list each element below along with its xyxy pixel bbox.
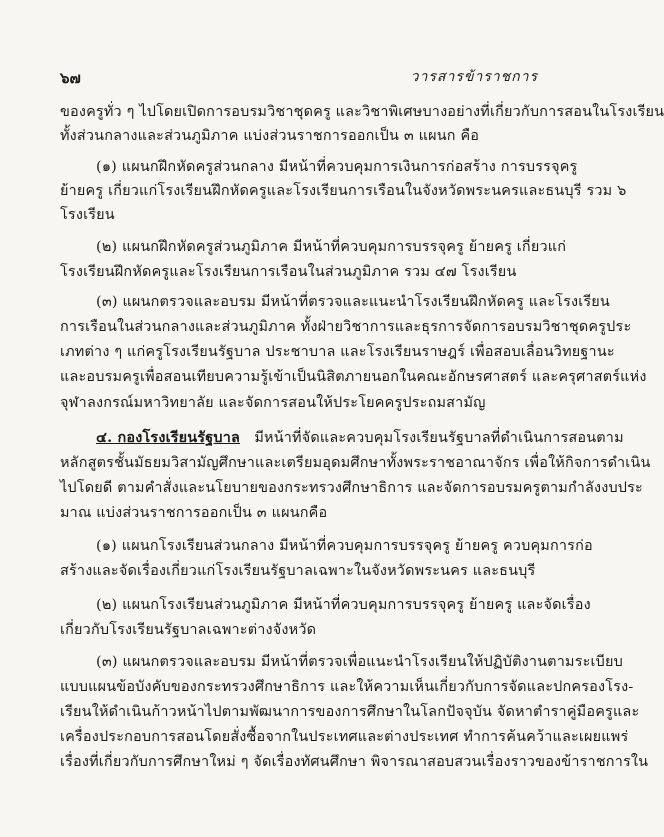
section-line <box>96 428 624 448</box>
body-text: มีหน้าที่จัดและควบคุมโรงเรียนรัฐบาลที่ดำเนินการสอนตาม <box>254 430 624 446</box>
body-line: (๓) แผนกตรวจและอบรม มีหน้าที่ตรวจเพื่อแนะนำโรงเรียนให้ปฏิบัติงานตามระเบียบ <box>96 654 623 670</box>
body-line: (๑) แผนกโรงเรียนส่วนกลาง มีหน้าที่ควบคุมการบรรจุครู ย้ายครู ควบคุมการก่อ <box>96 538 593 554</box>
body-line: สร้างและจัดเรื่องเกี่ยวแก่โรงเรียนรัฐบาลเฉพาะในจังหวัดพระนคร และธนบุรี <box>60 563 536 579</box>
body-line: หลักสูตรชั้นมัธยมวิสามัญศึกษาและเตรียมอุดมศึกษาทั้งพระราชอาณาจักร เพื่อให้กิจการดำเนิน <box>60 455 651 471</box>
body-line: เภทต่าง ๆ แก่ครูโรงเรียนรัฐบาล ประชาบาล และโรงเรียนราษฎร์ เพื่อสอบเลื่อนวิทยฐานะ <box>60 344 615 360</box>
body-line: (๑) แผนกฝึกหัดครูส่วนกลาง มีหน้าที่ควบคุมการเงินการก่อสร้าง การบรรจุครู <box>96 159 578 175</box>
body-line: (๒) แผนกฝึกหัดครูส่วนภูมิภาค มีหน้าที่ควบคุมการบรรจุครู ย้ายครู เกี่ยวแก่ <box>96 239 567 255</box>
body-line: ไปโดยดี ตามคำสั่งและนโยบายของกระทรวงศึกษาธิการ และจัดการอบรมครูตามกำลังงบประ <box>60 480 643 496</box>
body-line: มาณ แบ่งส่วนราชการออกเป็น ๓ แผนกคือ <box>60 505 328 521</box>
page-number: ๖๗ <box>60 69 81 87</box>
body-line: การเรือนในส่วนกลางและส่วนภูมิภาค ทั้งฝ่ายวิชาการและธุรการจัดการอบรมวิชาชุดครูประ <box>60 319 632 335</box>
body-line: เกี่ยวกับโรงเรียนรัฐบาลเฉพาะต่างจังหวัด <box>60 622 317 638</box>
body-line: เรื่องที่เกี่ยวกับการศึกษาใหม่ ๆ จัดเรื่องทัศนศึกษา พิจารณาสอบสวนเรื่องราวของข้าราชการใน <box>60 754 649 770</box>
body-line: เครื่องประกอบการสอนโดยสั่งซื้อจากในประเทศและต่างประเทศ ทำการค้นคว้าและเผยแพร่ <box>60 729 629 745</box>
section-heading: ๔. กองโรงเรียนรัฐบาล <box>96 429 240 446</box>
body-line: ของครูทั่ว ๆ ไปโดยเปิดการอบรมวิชาชุดครู และวิชาพิเศษบางอย่างที่เกี่ยวกับการสอนในโรงเรียน <box>60 104 664 120</box>
running-title: วารสารข้าราชการ <box>410 69 538 85</box>
body-line: โรงเรียนฝึกหัดครูและโรงเรียนการเรือนในส่วนภูมิภาค รวม ๔๗ โรงเรียน <box>60 264 517 280</box>
body-line: และอบรมครูเพื่อสอนเทียบความรู้เข้าเป็นนิสิตภายนอกในคณะอักษรศาสตร์ และครุศาสตร์แห่ง <box>60 369 647 385</box>
body-line: โรงเรียน <box>60 207 115 223</box>
body-line: แบบแผนข้อบังคับของกระทรวงศึกษาธิการ และให้ความเห็นเกี่ยวกับการจัดและปกครองโรง- <box>60 679 634 695</box>
body-line: เรียนให้ดำเนินก้าวหน้าไปตามพัฒนาการของการศึกษาในโลกปัจจุบัน จัดหาตำราคู่มือครูและ <box>60 704 640 720</box>
body-line: (๒) แผนกโรงเรียนส่วนภูมิภาค มีหน้าที่ควบคุมการบรรจุครู ย้ายครู และจัดเรื่อง <box>96 597 591 613</box>
body-line: ทั้งส่วนกลางและส่วนภูมิภาค แบ่งส่วนราชการออกเป็น ๓ แผนก คือ <box>60 128 480 144</box>
body-line: ย้ายครู เกี่ยวแก่โรงเรียนฝึกหัดครูและโรงเรียนการเรือนในจังหวัดพระนครและธนบุรี รวม ๖ <box>60 183 627 199</box>
body-line: (๓) แผนกตรวจและอบรม มีหน้าที่ตรวจและแนะนำโรงเรียนฝึกหัดครู และโรงเรียน <box>96 294 610 310</box>
body-line: จุฬาลงกรณ์มหาวิทยาลัย และจัดการสอนให้ประโยคครูประถมสามัญ <box>60 395 486 411</box>
